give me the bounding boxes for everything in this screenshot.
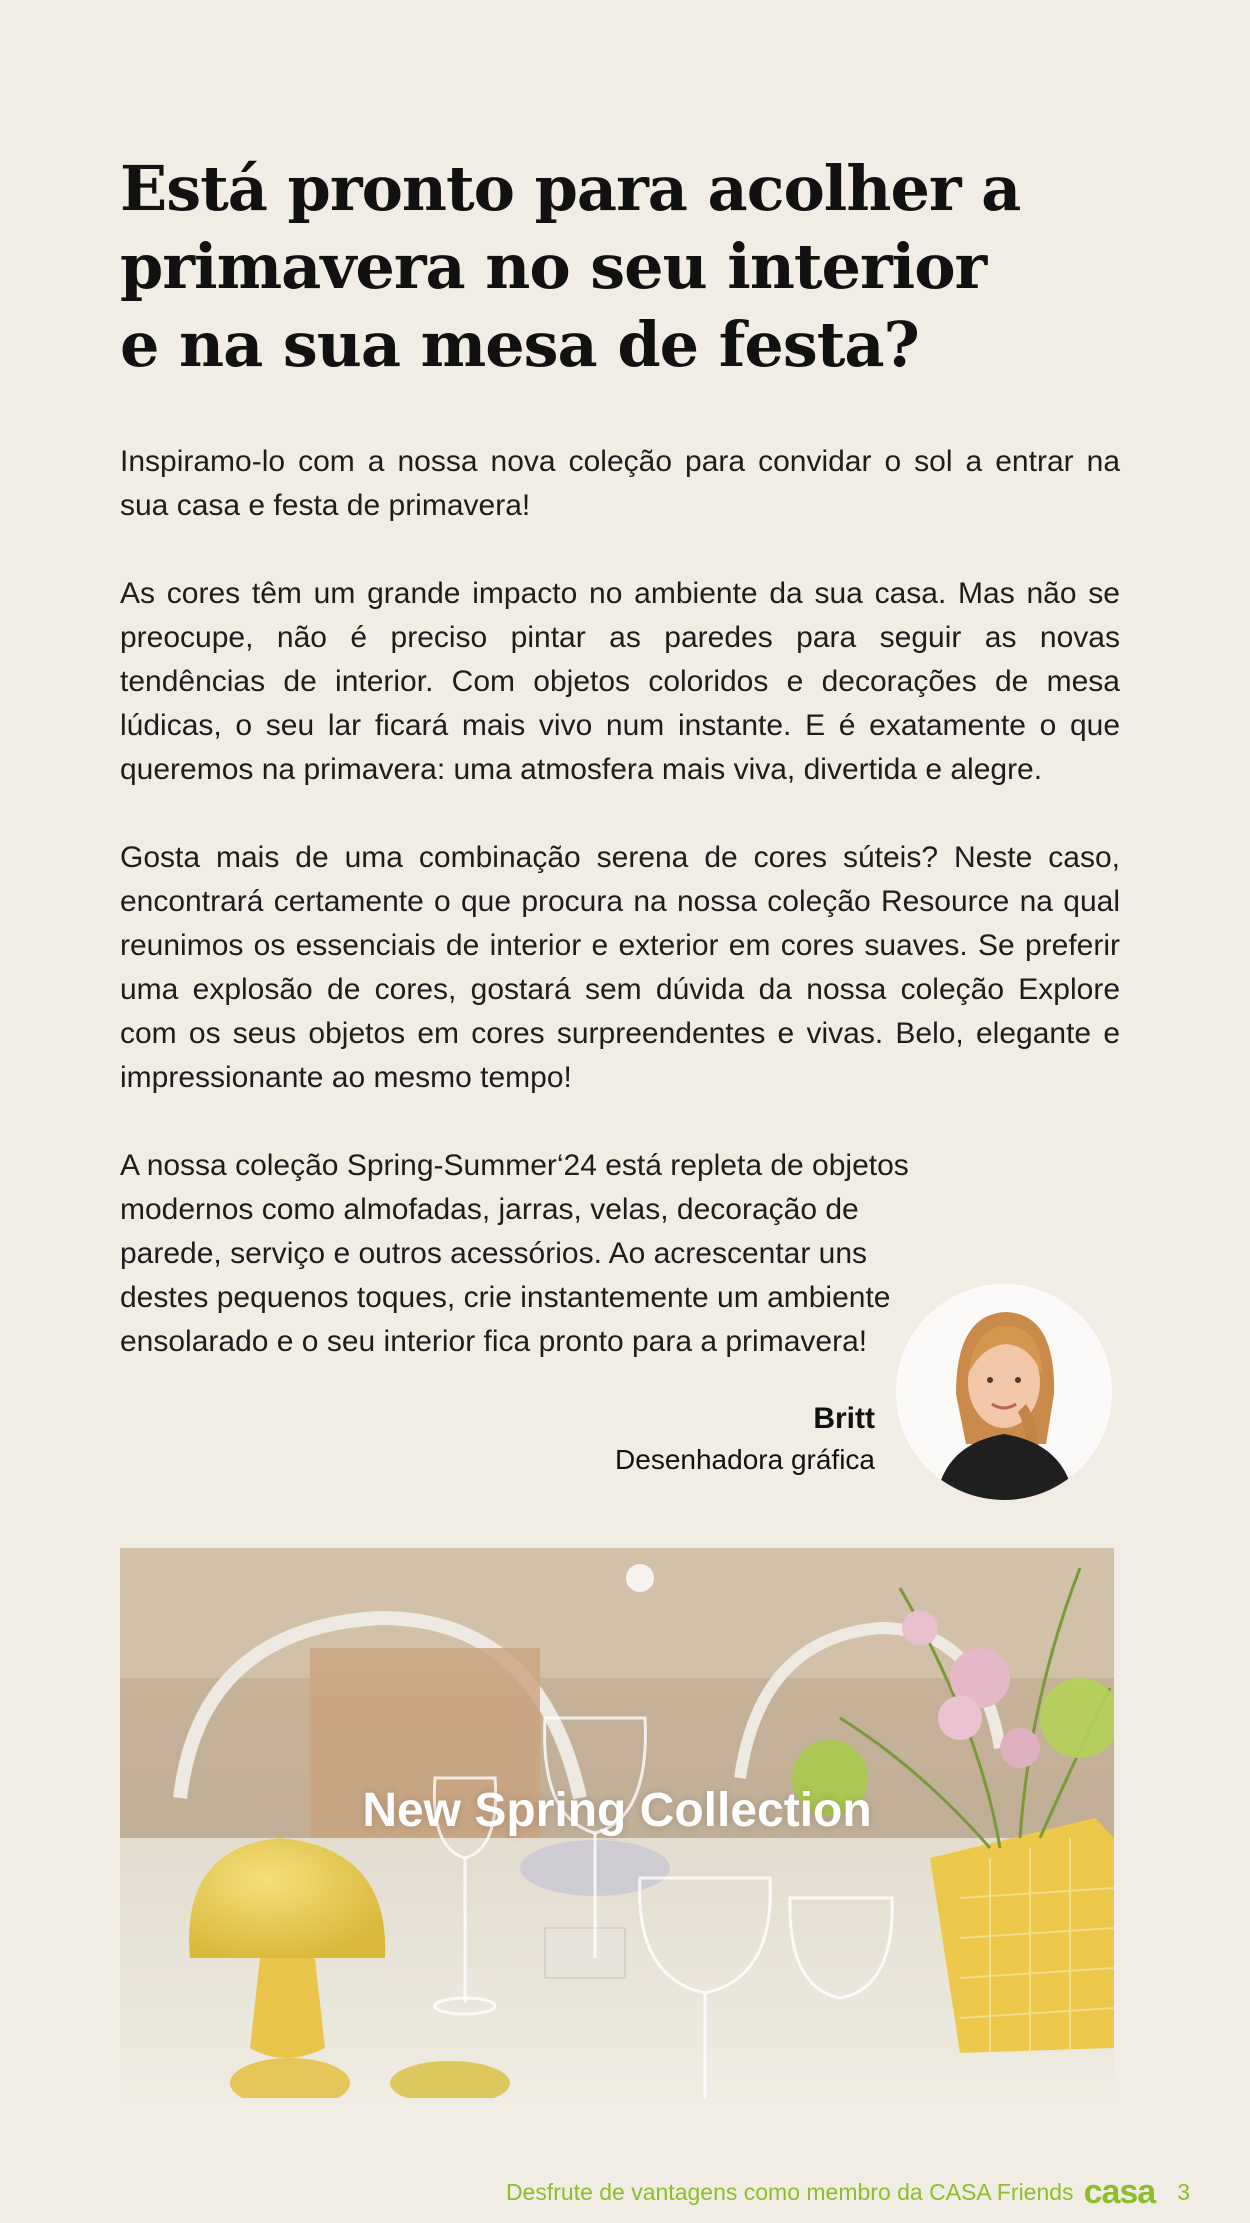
page-title bbox=[120, 150, 1120, 384]
paragraph-colors: As cores têm um grande impacto no ambiente da sua casa. Mas não se preocupe, não é preciso pintar as paredes para seguir as novas tendências de interior. Com objetos coloridos e decorações de mesa lúdicas, o seu lar ficará mais vivo num instante. E é exatamente o que queremos na primavera: uma atmosfera mais viva, divertida e alegre. bbox=[120, 577, 1120, 786]
footer-text: Desfrute de vantagens como membro da CASA Friends bbox=[505, 2178, 1074, 2205]
paragraph-spring-summer: A nossa coleção Spring-Summer‘24 está repleta de objetos modernos como almofadas, jarras, velas, decoração de parede, serviço e outros acessórios. Ao acrescentar uns destes pequenos toques, crie instantemente um ambiente ensolarado e o seu interior fica pronto para a primavera! bbox=[120, 1149, 909, 1358]
hero-photo bbox=[120, 1548, 1114, 2098]
avatar bbox=[896, 1284, 1112, 1500]
casa-logo: casa bbox=[1083, 2172, 1156, 2211]
paragraph-collections: Gosta mais de uma combinação serena de cores súteis? Neste caso, encontrará certamente o que procura na nossa coleção Resource na qual reunimos os essenciais de interior e exterior em cores suaves. Se preferir uma explosão de cores, gostará sem dúvida da nossa coleção Explore com os seus objetos em cores surpreendentes e vivas. Belo, elegante e impressionante ao mesmo tempo! bbox=[120, 841, 1120, 1094]
signature-role: Desenhadora gráfica bbox=[615, 1444, 875, 1475]
signature-name: Britt bbox=[813, 1402, 875, 1435]
photo-caption: New Spring Collection bbox=[362, 1784, 872, 1837]
title-line: e na sua mesa de festa? bbox=[120, 308, 919, 381]
title-line: primavera no seu interior bbox=[120, 230, 987, 303]
article-body bbox=[120, 440, 1120, 1408]
title-line: Está pronto para acolher a bbox=[120, 152, 1021, 225]
portrait-illustration bbox=[896, 1284, 1112, 1500]
paragraph-intro: Inspiramo-lo com a nossa nova coleção para convidar o sol a entrar na sua casa e festa de primavera! bbox=[120, 445, 1120, 522]
page-number: 3 bbox=[1177, 2178, 1190, 2205]
signature bbox=[615, 1398, 875, 1480]
footer bbox=[506, 2172, 1190, 2212]
